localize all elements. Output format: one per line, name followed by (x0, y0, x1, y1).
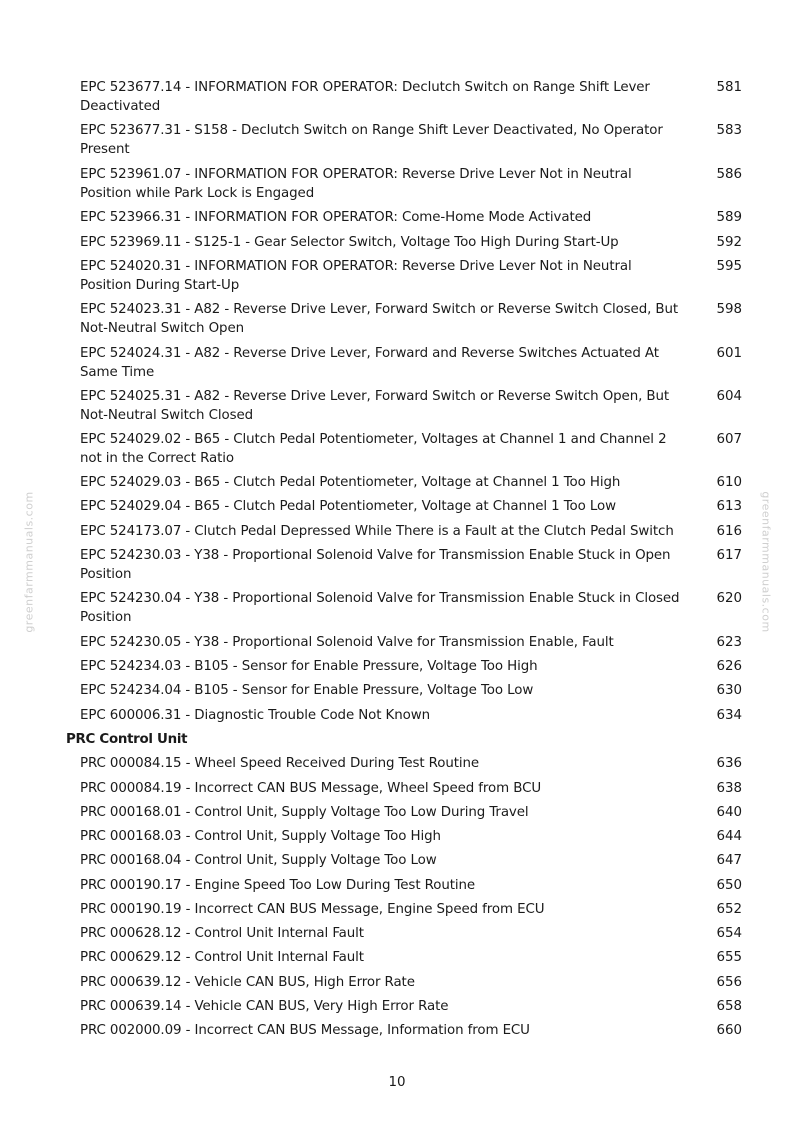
toc-entry-title: PRC 000168.03 - Control Unit, Supply Voltage Too High (80, 829, 441, 844)
toc-entry-page-number: 655 (716, 950, 742, 965)
toc-entry-title: EPC 600006.31 - Diagnostic Trouble Code Not Known (80, 708, 430, 723)
toc-entry-title: EPC 524234.03 - B105 - Sensor for Enable Pressure, Voltage Too High (80, 659, 538, 674)
toc-entry-page-number: 623 (716, 635, 742, 650)
toc-entry-title: PRC 000629.12 - Control Unit Internal Fault (80, 950, 364, 965)
toc-entry[interactable] (80, 497, 742, 516)
toc-entry-title: EPC 523961.07 - INFORMATION FOR OPERATOR: Reverse Drive Lever Not in Neutral Position while Park Lock is Engaged (80, 167, 632, 201)
toc-entry-title: EPC 523969.11 - S125-1 - Gear Selector Switch, Voltage Too High During Start-Up (80, 235, 619, 250)
toc-entry-page-number: 634 (716, 708, 742, 723)
toc-entry-page-number: 660 (716, 1023, 742, 1038)
toc-entry[interactable] (80, 344, 742, 382)
toc-entry[interactable] (80, 633, 742, 652)
toc-entry-page-number: 598 (716, 302, 742, 317)
toc-entry-page-number: 647 (716, 853, 742, 868)
toc-entry-page-number: 604 (716, 389, 742, 404)
toc-entry-page-number: 613 (716, 499, 742, 514)
watermark-right: greenfarmmanuals.com (759, 491, 773, 633)
toc-entry-page-number: 636 (716, 756, 742, 771)
toc-entry[interactable] (80, 827, 742, 846)
toc-entry-title: PRC 000084.15 - Wheel Speed Received During Test Routine (80, 756, 480, 771)
toc-entry-page-number: 589 (716, 210, 742, 225)
toc-entry[interactable] (80, 681, 742, 700)
toc-entry[interactable] (80, 754, 742, 773)
toc-entry-title: EPC 524024.31 - A82 - Reverse Drive Lever, Forward and Reverse Switches Actuated At Same Time (80, 346, 659, 380)
toc-entry-title: PRC 000628.12 - Control Unit Internal Fault (80, 926, 364, 941)
toc-entry[interactable] (80, 208, 742, 227)
toc-entry-title: EPC 524234.04 - B105 - Sensor for Enable Pressure, Voltage Too Low (80, 683, 534, 698)
toc-entry-page-number: 616 (716, 524, 742, 539)
toc-entry[interactable] (80, 779, 742, 798)
toc-entry-page-number: 630 (716, 683, 742, 698)
toc-entry-title: PRC 000084.19 - Incorrect CAN BUS Message, Wheel Speed from BCU (80, 781, 542, 796)
toc-entry-page-number: 581 (716, 80, 742, 95)
toc-entry-page-number: 592 (716, 235, 742, 250)
toc-entry-page-number: 610 (716, 475, 742, 490)
toc-entry-page-number: 656 (716, 975, 742, 990)
toc-entry-page-number: 586 (716, 167, 742, 182)
toc-entry-title: EPC 524029.03 - B65 - Clutch Pedal Potentiometer, Voltage at Channel 1 Too High (80, 475, 621, 490)
toc-entry[interactable] (80, 165, 742, 203)
toc-entry-page-number: 638 (716, 781, 742, 796)
toc-entry-page-number: 607 (716, 432, 742, 447)
toc-entry[interactable] (80, 300, 742, 338)
toc-entry[interactable] (80, 257, 742, 295)
toc-entry[interactable] (80, 973, 742, 992)
toc-entry[interactable] (80, 851, 742, 870)
toc-entry-title: PRC 000639.12 - Vehicle CAN BUS, High Error Rate (80, 975, 415, 990)
toc-entry-title: EPC 524230.03 - Y38 - Proportional Solenoid Valve for Transmission Enable Stuck in Open Position (80, 548, 671, 582)
toc-entry[interactable] (80, 1021, 742, 1040)
toc-entry[interactable] (80, 387, 742, 425)
toc-entry-page-number: 620 (716, 591, 742, 606)
toc-entry-page-number: 583 (716, 123, 742, 138)
toc-entry-title: EPC 524025.31 - A82 - Reverse Drive Lever, Forward Switch or Reverse Switch Open, But Not-Neutral Switch Closed (80, 389, 670, 423)
toc-entry-title: PRC 002000.09 - Incorrect CAN BUS Message, Information from ECU (80, 1023, 530, 1038)
toc-entry[interactable] (80, 924, 742, 943)
toc-entry-page-number: 650 (716, 878, 742, 893)
toc-entry-title: EPC 523677.14 - INFORMATION FOR OPERATOR: Declutch Switch on Range Shift Lever Deactivated (80, 80, 650, 114)
toc-entry[interactable] (80, 430, 742, 468)
watermark-left: greenfarmmanuals.com (22, 491, 36, 633)
toc-entry-title: PRC 000190.17 - Engine Speed Too Low During Test Routine (80, 878, 475, 893)
toc-entry-page-number: 617 (716, 548, 742, 563)
page-number: 10 (388, 1075, 406, 1090)
toc-entry[interactable] (80, 876, 742, 895)
toc-entry-page-number: 640 (716, 805, 742, 820)
toc-entry[interactable] (80, 233, 742, 252)
toc-entry[interactable] (80, 473, 742, 492)
toc-entry-title: EPC 524029.02 - B65 - Clutch Pedal Potentiometer, Voltages at Channel 1 and Channel 2 not in the Correct Ratio (80, 432, 667, 466)
toc-entry[interactable] (80, 522, 742, 541)
toc-entry-page-number: 601 (716, 346, 742, 361)
toc-entry-title: PRC 000190.19 - Incorrect CAN BUS Message, Engine Speed from ECU (80, 902, 545, 917)
section-heading: PRC Control Unit (66, 732, 188, 747)
toc-entry[interactable] (80, 121, 742, 159)
toc-entry[interactable] (80, 803, 742, 822)
toc-entry[interactable] (80, 78, 742, 116)
toc-entry-title: EPC 524023.31 - A82 - Reverse Drive Lever, Forward Switch or Reverse Switch Closed, But Not-Neutral Switch Open (80, 302, 679, 336)
toc-entry[interactable] (80, 589, 742, 627)
toc-entry[interactable] (80, 997, 742, 1016)
toc-entry[interactable] (80, 706, 742, 725)
toc-entry-title: EPC 523966.31 - INFORMATION FOR OPERATOR: Come-Home Mode Activated (80, 210, 592, 225)
toc-entry-title: PRC 000168.04 - Control Unit, Supply Voltage Too Low (80, 853, 437, 868)
toc-entry[interactable] (80, 657, 742, 676)
toc-entry[interactable] (80, 900, 742, 919)
toc-entry-page-number: 644 (716, 829, 742, 844)
toc-entry-title: EPC 524020.31 - INFORMATION FOR OPERATOR: Reverse Drive Lever Not in Neutral Position During Start-Up (80, 259, 632, 293)
toc-entry-title: EPC 524029.04 - B65 - Clutch Pedal Potentiometer, Voltage at Channel 1 Too Low (80, 499, 616, 514)
toc-entry-page-number: 595 (716, 259, 742, 274)
toc-entry-page-number: 658 (716, 999, 742, 1014)
toc-entry[interactable] (80, 546, 742, 584)
toc-entry-title: PRC 000639.14 - Vehicle CAN BUS, Very High Error Rate (80, 999, 449, 1014)
toc-entry-page-number: 652 (716, 902, 742, 917)
toc-entry-title: EPC 523677.31 - S158 - Declutch Switch on Range Shift Lever Deactivated, No Operator Present (80, 123, 663, 157)
toc-entry-title: PRC 000168.01 - Control Unit, Supply Voltage Too Low During Travel (80, 805, 529, 820)
toc-entry-title: EPC 524230.04 - Y38 - Proportional Solenoid Valve for Transmission Enable Stuck in Closed Position (80, 591, 680, 625)
toc-entry-title: EPC 524173.07 - Clutch Pedal Depressed While There is a Fault at the Clutch Pedal Switch (80, 524, 674, 539)
toc-entry-title: EPC 524230.05 - Y38 - Proportional Solenoid Valve for Transmission Enable, Fault (80, 635, 614, 650)
toc-entry[interactable] (80, 948, 742, 967)
toc-entry-page-number: 626 (716, 659, 742, 674)
toc-entry-page-number: 654 (716, 926, 742, 941)
